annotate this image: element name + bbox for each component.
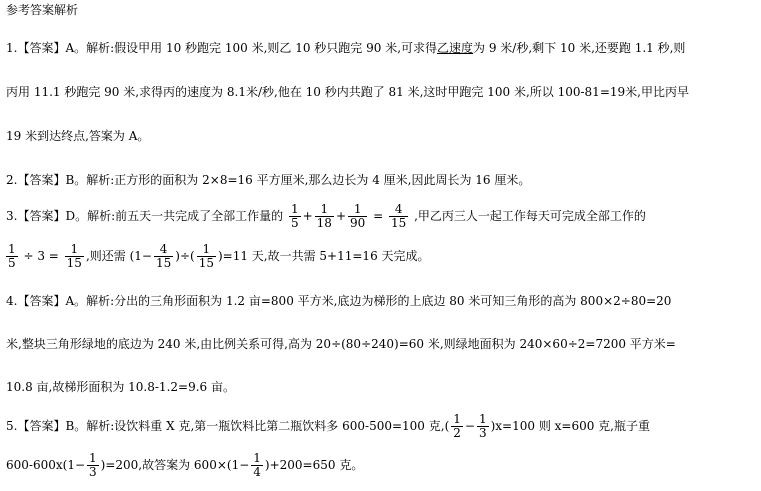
- q2-line1: 2.【答案】B。解析:正方形的面积为 2×8=16 平方厘米,那么边长为 4 厘米,因此周长为 16 厘米。: [6, 173, 531, 187]
- q1-line1: [6, 40, 685, 56]
- q4-line1: 4.【答案】A。解析:分出的三角形面积为 1.2 亩=800 平方米,底边为梯形的上底边 80 米可知三角形的高为 800×2÷80=20: [6, 294, 672, 308]
- q5-fraction-2: $\frac{1}{3}$: [478, 412, 487, 440]
- q3-fraction-8: $\frac{1}{15}$: [198, 242, 214, 270]
- q4-line3: 10.8 亩,故梯形面积为 10.8-1.2=9.6 亩。: [6, 380, 235, 394]
- q3-divide-3: ÷ 3 =: [23, 249, 59, 263]
- q3-fraction-6: $\frac{1}{15}$: [66, 242, 82, 270]
- q5-suffix: )x=100 则 x=600 克,瓶子重: [490, 419, 650, 433]
- q3-line1: [6, 203, 646, 230]
- q3-suffix: ,甲乙丙三人一起工作每天可完成全部工作的: [414, 209, 646, 223]
- q3-equals: =: [373, 209, 384, 223]
- q3-fraction-5: $\frac{1}{5}$: [8, 242, 16, 270]
- q5-fraction-3: $\frac{1}{3}$: [89, 451, 97, 479]
- q1-line3: 19 米到达终点,答案为 A。: [6, 129, 150, 143]
- q3-close-divide: )÷(: [175, 249, 195, 263]
- q5-line2-a: 600-600x(1−: [6, 458, 86, 472]
- q5-minus: −: [464, 419, 475, 433]
- q1-line2: 丙用 11.1 秒跑完 90 米,求得丙的速度为 8.1米/秒,他在 10 秒内共跑了 81 米,这时甲跑完 100 米,所以 100-81=19米,甲比丙早: [6, 85, 689, 99]
- page-title: 参考答案解析: [6, 3, 79, 17]
- q1-text-a: 1.【答案】A。解析:假设甲用 10 秒跑完 100 米,则乙 10 秒只跑完 90 米,可求得: [6, 41, 438, 55]
- q3-plus-2: +: [335, 209, 346, 223]
- q1-text-b: 为 9 米/秒,剩下 10 米,还要跑 1.1 秒,则: [473, 41, 686, 55]
- q5-line2-c: )+200=650 克。: [264, 458, 364, 472]
- q1-underlined-term: 乙速度: [437, 41, 474, 55]
- q3-fraction-3: $\frac{1}{90}$: [350, 202, 366, 230]
- q5-line2: [6, 452, 363, 479]
- q3-prefix: 3.【答案】D。解析:前五天一共完成了全部工作量的: [6, 209, 284, 223]
- q3-fraction-2: $\frac{1}{18}$: [316, 202, 332, 230]
- q3-fraction-1: $\frac{1}{5}$: [290, 202, 299, 230]
- q3-end: )=11 天,故一共需 5+11=16 天完成。: [217, 249, 430, 263]
- q5-fraction-4: $\frac{1}{4}$: [253, 451, 261, 479]
- q3-fraction-4: $\frac{4}{15}$: [391, 202, 407, 230]
- q5-prefix: 5.【答案】B。解析:设饮料重 X 克,第一瓶饮料比第二瓶饮料多 600-500=100 克,(: [6, 419, 450, 433]
- q4-line2: 米,整块三角形绿地的底边为 240 米,由比例关系可得,高为 20÷(80÷240)=60 米,则绿地面积为 240×60÷2=7200 平方米=: [6, 337, 676, 351]
- q3-plus-1: +: [302, 209, 313, 223]
- q3-line2: [6, 243, 430, 270]
- q3-mid: ,则还需: [85, 249, 126, 263]
- q5-line2-b: )=200,故答案为 600×(1−: [100, 458, 250, 472]
- q5-line1: [6, 413, 650, 440]
- q3-open-paren: (1−: [129, 249, 152, 263]
- q3-fraction-7: $\frac{4}{15}$: [155, 242, 172, 270]
- q5-fraction-1: $\frac{1}{2}$: [453, 412, 461, 440]
